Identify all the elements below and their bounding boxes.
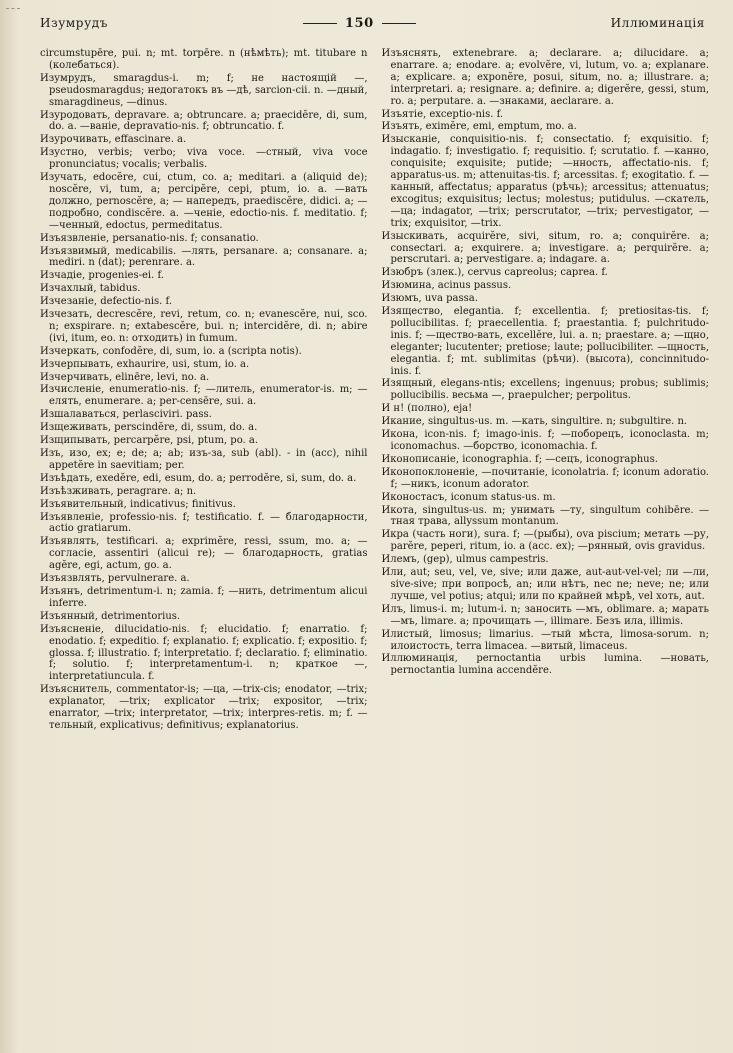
dictionary-entry: Икота, singultus-us. m; унимать —ту, singultum cohibēre. —тная трава, allyssum montanum. [381,504,709,528]
right-column [382,48,710,1039]
dictionary-entry: Изчезаніе, defectio-nis. f. [40,296,173,308]
columns [40,48,709,1039]
dictionary-entry: Изъ, изо, ex; e; de; a; ab; изъ-за, sub (abl). - in (acc), nihil appetĕre in saevitiam; per. [40,448,368,471]
dictionary-entry: Икра (часть ноги), sura. f; —(рыбы), ova piscium; метать —ру, parĕre, peperi, ritum, io. a (acc. ex); —рянный, ovis gravidus. [381,529,709,553]
dictionary-entry: Изумрудъ, smaragdus-i. m; f; не настоящій —, pseudosmaragdus; недогатокъ въ —дѣ, sarcion-cii. n. —дный, smaragdineus, —dinus. [40,72,368,108]
dictionary-entry: Илъ, limus-i. m; lutum-i. n; заносить —мъ, oblimare. a; марать —мъ, limare. a; прочищать —, illimare. Безъ ила, illimis. [381,603,709,627]
header-page-number-group [303,16,416,31]
dictionary-entry: Изчерпывать, exhaurire, usi, stum, io. a. [40,358,250,370]
dictionary-entry: Иконописаніе, iconographia. f; —сецъ, iconographus. [381,453,658,465]
dictionary-entry: Изъязвимый, medicabilis. —лять, persanare. a; consanare. a; mediri. n (dat); perenrare. a. [40,245,368,269]
dictionary-entry: Изъясненіе, dilucidatio-nis. f; elucidatio. f; enarratio. f; enodatio. f; expeditio. f; explanatio. f; explicatio. f; expositio. f; glossa. f; illustratio. f; interpretatio. f; declaratio. f; eliminatio. f; solutio. f; interpretamentum-i. n; краткое —, interpretatiuncula. f. [40,623,368,683]
dictionary-entry: Иконостасъ, iconum status-us. m. [381,491,556,503]
dictionary-entry: Икание, singultus-us. m. —кать, singultire. n; subgultire. n. [381,416,688,428]
dictionary-entry: Изъязвленіе, persanatio-nis. f; consanatio. [40,232,259,244]
dictionary-entry: Изчадіе, progenies-ei. f. [40,270,164,282]
header-rule-left [303,23,337,24]
dictionary-entry: Изюмина, acinus passus. [381,280,512,292]
dictionary-entry: Изчеркать, confodĕre, di, sum, io. a (scripta notis). [40,345,302,357]
dictionary-entry: И н! (полно), eja! [381,403,473,415]
dictionary-entry: Изчерчивать, elinēre, levi, no. a. [40,371,210,383]
dictionary-entry: Изуродовать, depravare. a; obtruncare. a; praecidĕre, di, sum, do. a. —ваніе, depravatio-nis. f; obtruncatio. f. [40,109,368,133]
page-edge-mark [6,0,20,9]
dictionary-entry: Изъяснять, extenebrare. a; declarare. a; dilucidare. a; enarrare. a; enodare. a; evolvĕre, vi, lutum, vo. a; explanare. a; explicare. a; exponĕre, posui, situm, no. a; illustrare. a; interpretari. a; resignare. a; definire. a; digerĕre, gessi, stum, ro. a; perputare. a. —знаками, aeclarare. a. [381,48,709,107]
dictionary-entry: Илистый, limosus; limarius. —тый мѣста, limosa-sorum. n; илоистость, terra limacea. —витый, limaceus. [381,628,709,652]
dictionary-entry: Изысканіе, conquisitio-nis. f; consectatio. f; exquisitio. f; indagatio. f; investigatio. f; requisitio. f; scrutatio. f. —канно, conquisite; exquisite; putide; —нность, affectatio-nis. f; apparatus-us. m; attenuitas-tis. f; arcessitas. f; exogitatio. f. —канный, affectatus; apparatus (рѣчь); arcessitus; attenuatus; excogitus; exquisitus; lectus; molestus; putidulus. —скатель, —ца; indagator, —trix; perscrutator, —trix; pervestigator, —trix; exquisitor, —trix. [381,134,709,229]
dictionary-entry: Изщипывать, percarpĕre, psi, ptum, po. a. [40,435,259,447]
dictionary-entry: Изящество, elegantia. f; excellentia. f; pretiositas-tis. f; pollucibilitas. f; praecellentia. f; praestantia. f; pulchritudo-inis. f; —щество-вать, excellĕre, lui. a. n; praestare. a; —щно, eleganter; lucutenter; pretiose; laute; pollucibiliter. —щность, elegantia. f; mt. sublimitas (рѣчи). (высота), concinnitudo-inis. f. [381,306,709,377]
dictionary-entry: Изюмъ, uva passa. [381,293,478,305]
dictionary-entry: circumstupēre, pui. n; mt. torpēre. n (нѣмѣть); mt. titubare n (колебаться). [40,48,368,71]
dictionary-entry: Изшалаваться, perlasciviri. pass. [40,409,212,421]
header-rule-right [382,23,416,24]
left-column [40,48,368,1039]
dictionary-entry: Изустно, verbis; verbo; viva voce. —стный, viva voce pronunciatus; vocalis; verbalis. [40,147,368,171]
dictionary-entry: Изъянный, detrimentorius. [40,610,181,622]
dictionary-entry: Изчезать, decrescĕre, revi, retum, co. n; evanescĕre, nui, sco. n; exspirare. n; extabescĕre, bui. n; interci̇dĕre, di. n; abire (ivi, itum, eo. n: отходить) in fumum. [40,309,368,344]
dictionary-entry: Изщеживать, perscindĕre, di, ssum, do. a. [40,422,258,434]
dictionary-entry: Илемъ, (gep), ulmus campestris. [381,554,549,566]
header-left-guideword: Изумрудъ [40,16,108,30]
dictionary-entry: Изъять, eximĕre, emi, emptum, mo. a. [381,121,577,133]
dictionary-entry: Изъявленіе, professio-nis. f; testificatio. f. — благодарности, actio gratiarum. [40,511,368,535]
dictionary-entry: Изъяснитель, commentator-is; —ца, —trix-cis; enodator, —trix; explanator, —trix; explicator —trix; expositor, —trix; enarrator, —trix; interpretator, —trix; interpres-retis. m; f. —тельный, explicativus; definitivus; explanatorius. [40,684,368,731]
dictionary-entry: Изчахлый, tabidus. [40,283,141,295]
dictionary-entry: Икона, icon-nis. f; imago-inis. f; —поборецъ, iconoclasta. m; iconomachus. —борство, iconomachia. f. [381,429,709,452]
dictionary-entry: Иконопоклоненіе, —почитаніе, iconolatria. f; iconum adoratio. f; —никъ, iconum adorator. [381,466,709,490]
dictionary-entry: Изучать, edocĕre, cui, ctum, co. a; meditari. a (aliquid de); noscĕre, vi, tum, a; percipĕre, cepi, ptum, io. a. —вать должно, pernoscĕre, a; — напередъ, praediscĕre, didici. a; — подробно, condiscĕre. a. —ченіе, edoctio-nis. f. meditatio. f; —ченный, edoctus, permeditatus. [40,172,368,231]
dictionary-entry: Изящный, elegans-ntis; excellens; ingenuus; probus; sublimis; pollucibilis. весьма —, praepulcher; perpolitus. [381,378,709,402]
page-number: 150 [344,15,374,31]
header-right-guideword: Иллюминація [610,16,705,30]
dictionary-entry: Изъявлять, testificari. a; exprimĕre, ressi, ssum, mo. a; — согласіе, assentiri (alicui re); — благодарность, gratias agĕre, egi, actum, go. a. [40,536,368,572]
dictionary-entry: Изъятіе, exceptio-nis. f. [381,108,504,120]
dictionary-entry: Изъѣдать, exedĕre, edi, esum, do. a; perrodĕre, si, sum, do. a. [40,472,357,484]
dictionary-entry: Изъѣзживать, peragrare. a; n. [40,485,197,497]
dictionary-entry: Изъявительный, indicativus; finitivus. [40,498,236,510]
dictionary-entry: Иллюминація, pernoctantia urbis lumina. —новать, pernoctantia lumina accendĕre. [381,653,709,677]
dictionary-entry: Изюбръ (злек.), cervus capreolus; caprea. f. [381,267,608,279]
running-header [40,10,705,36]
dictionary-entry: Изыскивать, acquirĕre, sivi, situm, ro. a; conquirĕre. a; consectari. a; exquirere. a; investigare. a; perquirĕre. a; perscrutari. a; pervestigare. a; indagare. a. [381,230,709,266]
dictionary-entry: Изъязвлять, pervulnerare. a. [40,573,190,585]
dictionary-entry: Или, aut; seu, vel, ve, sive; или даже, aut-aut-vel-vel; ли —ли, sive-sive; при вопросѣ, an; или нѣтъ, nec ne; neve; ne; или лучше, vel potius; atqui; или по крайней мѣрѣ, vel хоть, aut. [381,567,709,602]
dictionary-entry: Изчисленіе, enumeratio-nis. f; —литель, enumerator-is. m; —елять, enumerare. a; per-censēre, sui. a. [40,384,368,408]
dictionary-entry: Изурочивать, effascinare. a. [40,134,187,146]
dictionary-entry: Изъянъ, detrimentum-i. n; zamia. f; —нить, detrimentum alicui inferre. [40,585,368,609]
